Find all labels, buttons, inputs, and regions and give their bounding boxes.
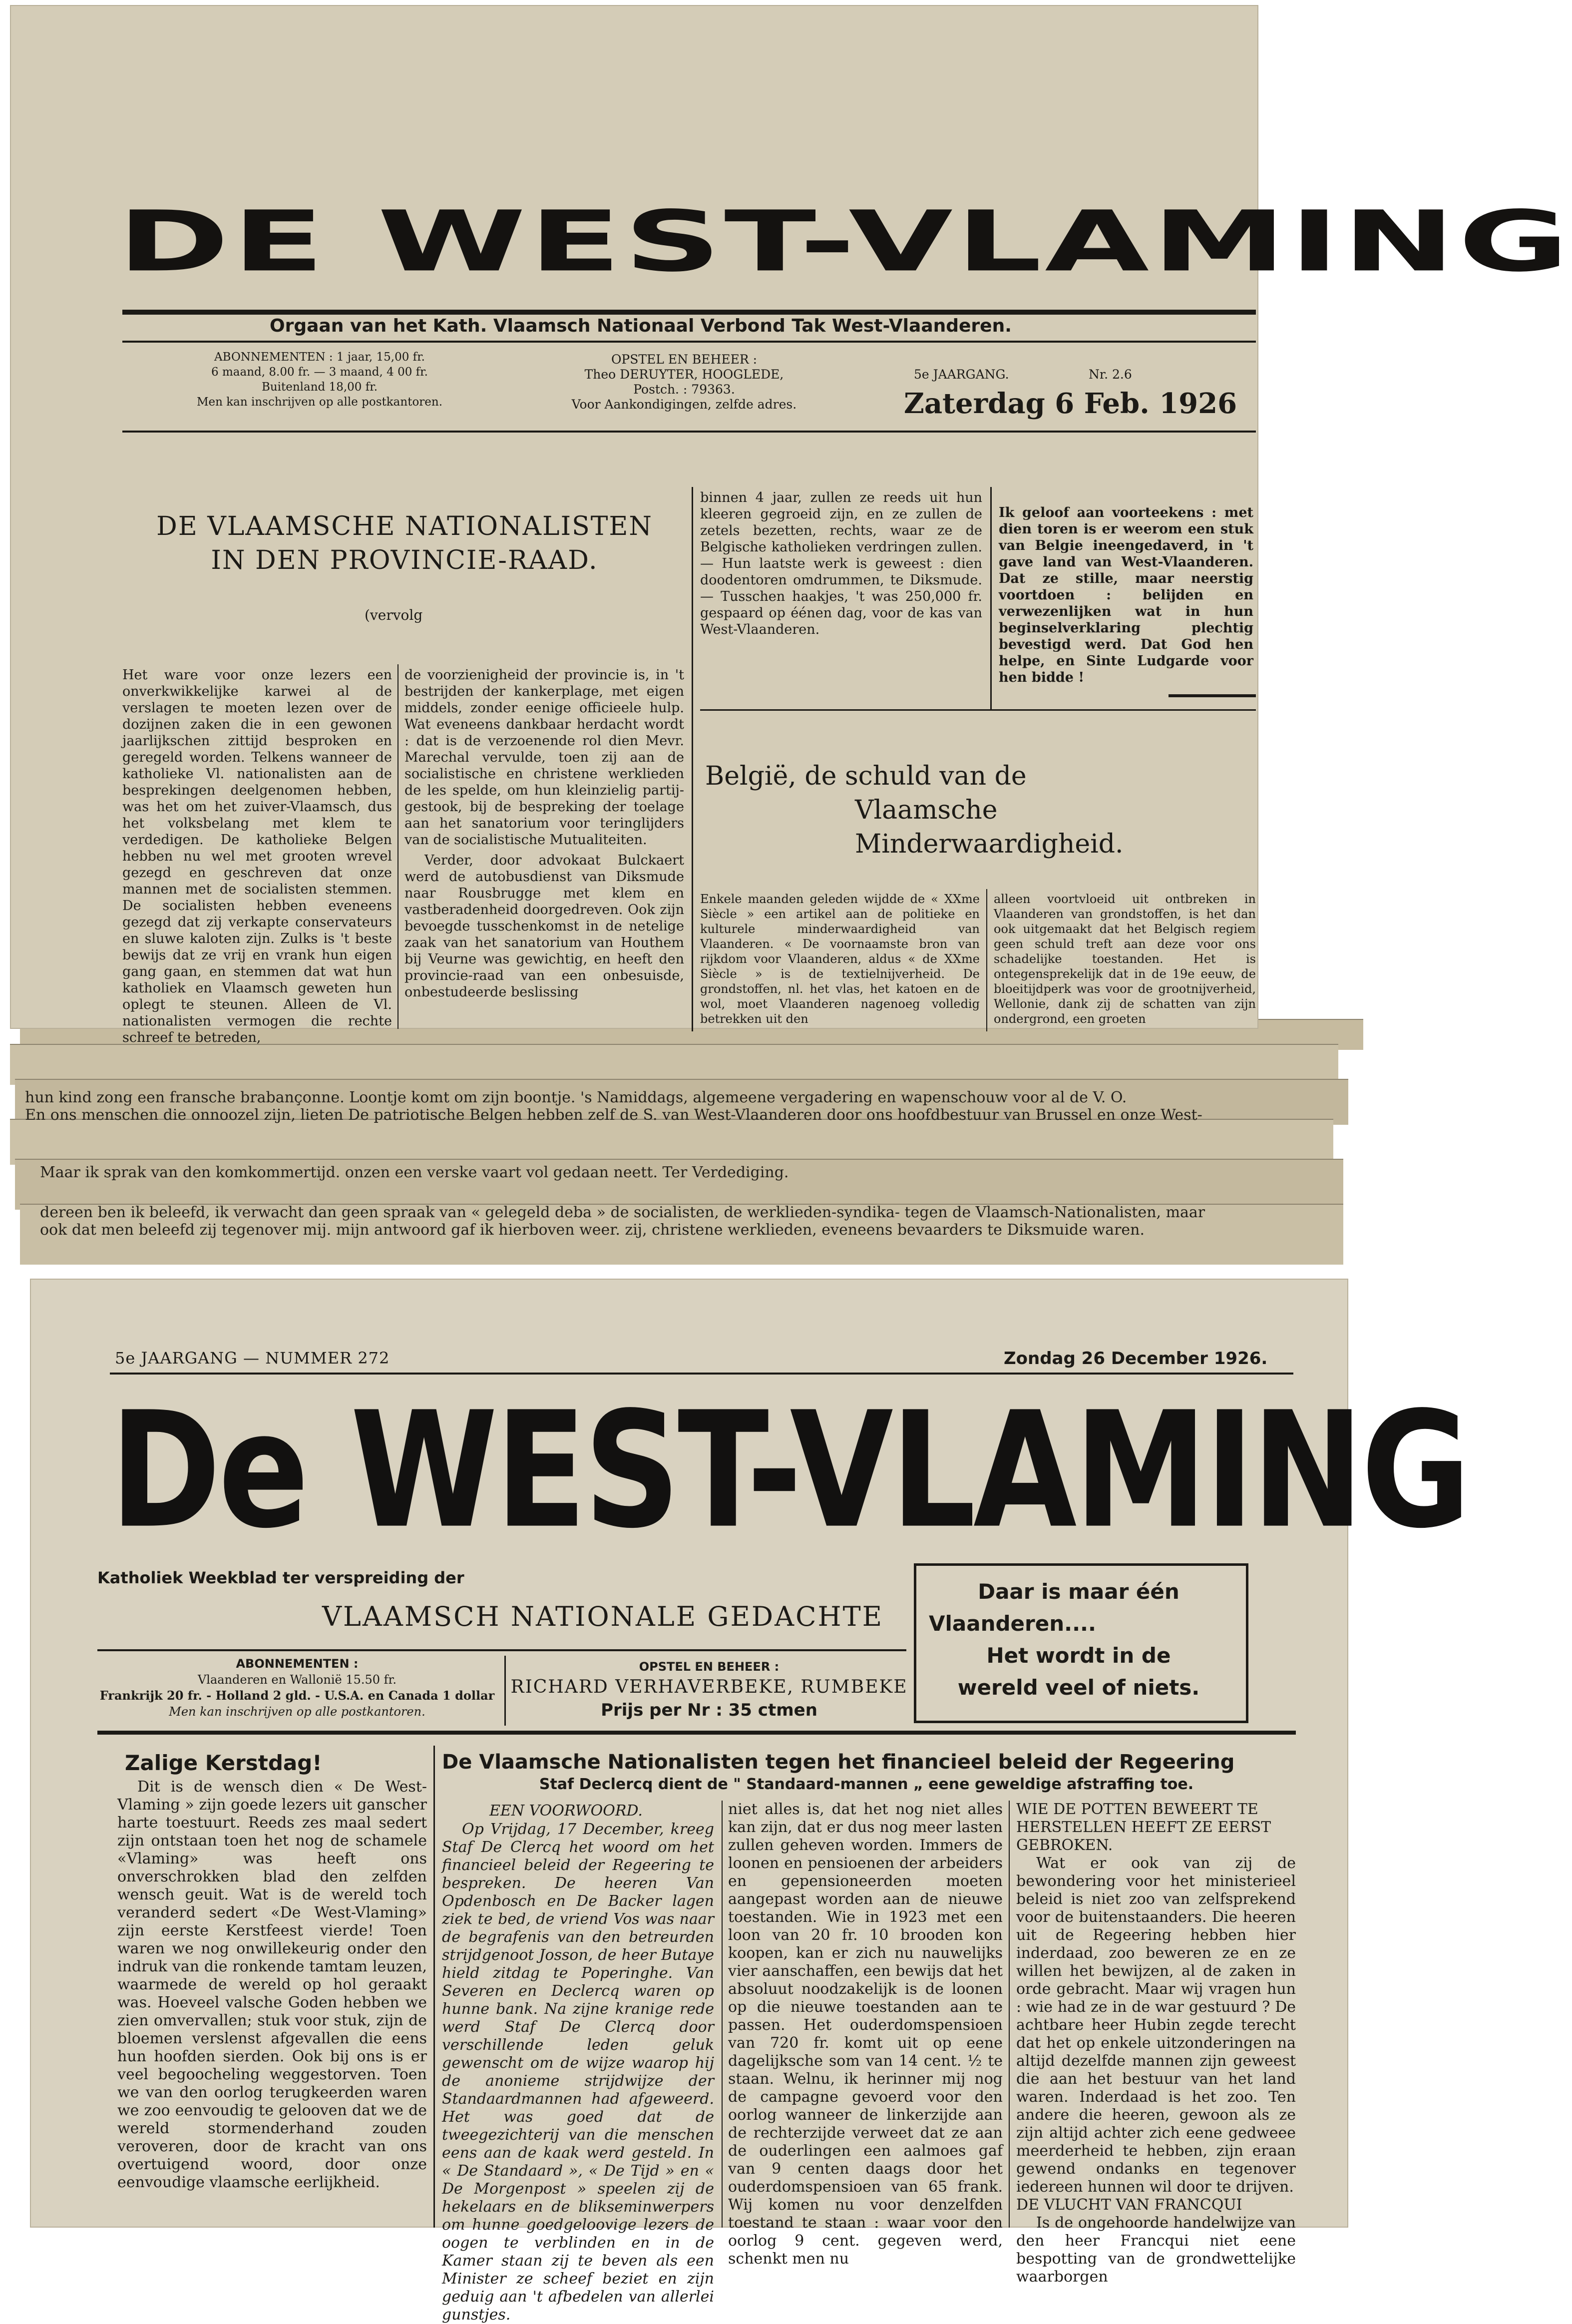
main-col3-head: WIE DE POTTEN BEWEERT TE HERSTELLEN HEEFT ZE EERST GEBROKEN. (1016, 1801, 1271, 1854)
newspaper-front-page-1926-12-26 (30, 1279, 1469, 2324)
main-col2: niet alles is, dat het nog niet alles kan zijn, dat er dus nog meer lasten zullen geheven worden. Immers de loonen en pensioenen der arbeiders en gepensioneerden moeten aangepast worden aan de nieuwe toestanden. Wie in 1923 met een loon van 20 fr. 10 brooden kon koopen, kan er zich nu nauwelijks vier aanschaffen, een bewijs dat het absoluut noodzakelijk is de loonen op die nieuwe toestanden aan te passen. Het ouderdomspensioen van 720 fr. komt uit op eene dagelijksche som van 14 cent. ½ te staan. Welnu, ik herinner mij nog de campagne gevoerd voor den oorlog wanneer de linkerzijde aan de rechterzijde verweet dat ze aan de ouderlingen een aalmoes gaf van 9 centen daags door het ouderdomspensioen van 65 frank. Wij komen nu voor denzelfden toestand te staan : waar voor den oorlog 9 cent. gegeven werd, schenkt men nu (728, 1801, 1003, 2268)
masthead-de-west-vlaming-2: De WEST-VLAMING (110, 1378, 1469, 1564)
article1-title: DE VLAAMSCHE NATIONALISTEN IN DEN PROVINCIE-RAAD. (156, 511, 653, 575)
main-col3-head2: DE VLUCHT VAN FRANCQUI (1016, 2196, 1242, 2214)
main-article-title: De Vlaamsche Nationalisten tegen het financieel beleid der Regeering (442, 1751, 1235, 1774)
paper1-subscriptions: ABONNEMENTEN : 1 jaar, 15,00 fr. 6 maand, 8.00 fr. — 3 maand, 4 00 fr. Buitenland 18,00 fr. Men kan inschrijven op alle postkantoren. (196, 351, 443, 409)
main-col3-body2: Is de ongehoorde handelwijze van den heer Francqui niet eene bespotting van de grondwettelijke waarborgen (1016, 2214, 1296, 2286)
main-col1: Op Vrijdag, 17 December, kreeg Staf De Clercq het woord om het financieel beleid der Regeering te bespreken. De heeren Van Opdenbosch en De Backer lagen ziek te bed, de vriend Vos was naar de begrafenis van den betreurden strijdgenoot Josson, de heer Butaye hield zitdag te Poperinghe. Van Severen en Declercq waren op hunne bank. Na zijne kranige rede werd Staf De Clercq door verschillende leden geluk gewenscht om de wijze waarop hij de anonieme strijdwijze der Standaardmannen had afgeweerd. Het was goed dat de tweegezichterij van die menschen eens aan de kaak werd gesteld. In « De Standaard », « De Tijd » en « De Morgenpost » speelen zij de hekelaars en de blikseminwerpers om hunne goedgeloovige lezers de oogen te verblinden en in de Kamer staan zij te beven als een Minister ze scheef beziet en zijn geduig aan 't afbedelen van allerlei gunstjes. (442, 1821, 714, 2324)
paper1-date: Zaterdag 6 Feb. 1926 (904, 387, 1237, 420)
paper2-volume: 5e JAARGANG — NUMMER 272 (115, 1349, 390, 1368)
article2-right: Ik geloof aan voorteekens : met dien toren is er weerom een stuk van Belgie ineengedaverd, in 't gave land van West-Vlaanderen. Dat ze stille, maar neerstig voortdoen : belijden en verwezenlijken wat in hun beginselverklaring plechtig bevestigd werd. Dat God hen helpe, en Sinte Ludgarde voor hen bidde ! (999, 505, 1253, 685)
paper2-editorial: OPSTEL EN BEHEER : RICHARD VERHAVERBEKE, RUMBEKE Prijs per Nr : 35 ctmen (510, 1660, 908, 1720)
paper2-subscriptions: ABONNEMENTEN : Vlaanderen en Wallonië 15.50 fr. Frankrijk 20 fr. - Holland 2 gld. - U.S.A. en Canada 1 dollar Men kan inschrijven op alle postkantoren. (99, 1657, 495, 1719)
left-article-title: Zalige Kerstdag! (125, 1751, 322, 1775)
stack-text-line-0: hun kind zong een fransche brabançonne. Loontje komt om zijn boontje. 's Namiddags, algemeene vergadering en wapenschouw voor al de V. O. (25, 1089, 1127, 1106)
stack-text-line-1: En ons menschen die onnoozel zijn, lieten De patriotische Belgen hebben zelf de S. van West-Vlaanderen door ons hoofdbestuur van Brussel en onze West- (25, 1106, 1202, 1124)
main-col1-head: EEN VOORWOORD. (489, 1802, 643, 1820)
paper2-date: Zondag 26 December 1926. (1004, 1349, 1268, 1369)
stack-text-line-2: Maar ik sprak van den komkommertijd. onzen een verske vaart vol gedaan neett. Ter Verdediging. (40, 1164, 789, 1181)
paper1-volume: 5e JAARGANG. (914, 367, 1009, 382)
paper1-number: Nr. 2.6 (1089, 367, 1132, 382)
article2-title: België, de schuld van de Vlaamsche Minderwaardigheid. (705, 761, 1124, 859)
paper2-subtitle2: VLAAMSCH NATIONALE GEDACHTE (322, 1601, 884, 1632)
paper1-subtitle: Orgaan van het Kath. Vlaamsch Nationaal Verbond Tak West-Vlaanderen. (270, 316, 1012, 336)
article2-intro: binnen 4 jaar, zullen ze reeds uit hun kleeren gegroeid zijn, en ze zullen de zetels bezetten, rechts, waar ze de Belgische katholieken verdringen zullen. — Hun laatste werk is geweest : dien doodentoren omdrummen, te Diksmude. — Tusschen haakjes, 't was 250,000 fr. gespaard op éénen dag, voor de kas van West-Vlaanderen. (700, 490, 982, 637)
paper1-editorial: OPSTEL EN BEHEER : Theo DERUYTER, HOOGLEDE, Postch. : 79363. Voor Aankondigingen, zelfde adres. (571, 352, 797, 412)
article1-col2: de voorzienigheid der provincie is, in 't bestrijden der kankerplage, met eigen middels, zonder eenige officieele hulp. Wat eveneens dankbaar herdacht wordt : dat is de verzoenende rol dien Mevr. Marechal vervulde, toen zij aan de socialistische en christene werklieden de les spelde, om hun kleinzielig partij-gestook, bij de bespreking der toelage aan het sanatorium voor teringlijders van de socialistische Mutualiteiten. Verder, door advokaat Bulckaert werd de autobusdienst van Diksmude naar Rousbrugge met klem en vastberadenheid doorgedreven. Ook zijn bevoegde tusschenkomst in de netelige zaak van het sanatorium van Houthem bij Veurne was gewichtig, en heeft den provincie-raad van een onbesuisde, onbestudeerde beslissing (404, 667, 684, 1000)
article2-col2: alleen voortvloeid uit ontbreken in Vlaanderen van grondstoffen, is het dan ook uitgemaakt dat het Belgisch regiem geen schuld treft aan deze voor ons schadelijke toestanden. Het is ontegensprekelijk dat in de 19e eeuw, de bloeitijdperk was voor de grootnijverheid, Wellonie, dank zij de schatten van zijn ondergrond, een groeten (994, 892, 1256, 1026)
main-col3-body: Wat er ook van zij de bewondering voor het ministerieel beleid is niet zoo van zelfsprekend voor de buitenstaanders. Die heeren uit de Regeering hebben hier inderdaad, zoo beweren ze en ze willen het bewijzen, al de zaken in orde gebracht. Maar wij vragen hun : wie had ze in de war gestuurd ? De achtbare heer Hubin zegde terecht dat het op enkele uitzonderingen na altijd dezelfde mannen zijn geweest die aan het bestuur van het land waren. Inderdaad is het zoo. Ten andere die heeren, gewoon als ze zijn altijd achter zich eene gedweee meerderheid te hebben, zijn eraan gewend ondanks en tegenover iedereen hunnen wil door te drijven. (1016, 1855, 1296, 2196)
masthead-de-west-vlaming: DE WEST-VLAMING (117, 192, 1572, 291)
left-article-body: Dit is de wensch dien « De West-Vlaming » zijn goede lezers uit ganscher harte toestuurt. Reeds zes maal sedert zijn ontstaan toen het nog de schamele «Vlaming» was heeft ons onverschrokken blad den zelfden wensch geuit. Wat is de wereld toch veranderd sedert «De West-Vlaming» zijn eerste Kerstfeest vierde! Toen waren we nog onwillekeurig onder den indruk van die ronkende tamtam leuzen, waarmede de wereld op hol geraakt was. Hoeveel valsche Goden hebben we zien omvervallen; stuk voor stuk, zijn de bloemen verslenst afgevallen die eens hun hoofden sierden. Ook bij ons is er veel begoocheling weggestorven. Toen we van den oorlog terugkeerden waren we zoo eenvoudig te gelooven dat we de wereld stormenderhand zouden veroveren, door de kracht van ons overtuigend woord, door onze eenvoudige vlaamsche eerlijkheid. (117, 1778, 427, 2191)
paper-stack-edge-4 (10, 1119, 1333, 1165)
newspaper-front-page-1926-02-06 (10, 5, 1572, 1045)
stack-text-line-3: dereen ben ik beleefd, ik verwacht dan geen spraak van « gelegeld deba » de socialisten, de werklieden-syndika- tegen de Vlaamsch-Nationalisten, maar (40, 1204, 1205, 1221)
article1-col1: Het ware voor onze lezers een onverkwikkelijke karwei al de verslagen te moeten lezen over de dozijnen zaken die in een gewonen jaarlijkschen zittijd besproken en geregeld worden. Telkens wanneer de katholieke Vl. nationalisten aan de besprekingen deelgenomen hebben, was het om het zuiver-Vlaamsch, dus het volksbelang met klem te verdedigen. De katholieke Belgen hebben nu wel met grooten wrevel gezegd en geschreven dat onze mannen met de socialisten stemmen. De socialisten hebben eveneens gezegd dat zij verkapte conservateurs en sluwe kaloten zijn. Zulks is 't beste bewijs dat ze vrij en vrank hun eigen gang gaan, en stemmen dat wat hun katholiek en Vlaamsch geweten hun oplegt te steunen. Alleen de Vl. nationalisten vermogen die rechte schreef te betreden, (122, 667, 392, 1045)
motto-text: Daar is maar één Vlaanderen.... Het wordt in de wereld veel of niets. (929, 1579, 1200, 1700)
masthead-rule (122, 310, 1256, 315)
paper2-subtitle1: Katholiek Weekblad ter verspreiding der (97, 1568, 464, 1587)
article1-note: (vervolg (365, 607, 423, 623)
main-col3 (1016, 1801, 1296, 2286)
main-article-subtitle: Staf Declercq dient de " Standaard-mannen „ eene geweldige afstraffing toe. (539, 1776, 1194, 1793)
stack-text-line-4: ook dat men beleefd zij tegenover mij. mijn antwoord gaf ik hierboven weer. zij, christene werklieden, eveneens bevaarders te Diksmuide waren. (40, 1221, 1145, 1239)
article2-col1: Enkele maanden geleden wijdde de « XXme Siècle » een artikel aan de politieke en kulturele minderwaardigheid van Vlaanderen. « De voornaamste bron van rijkdom voor Vlaanderen, aldus « de XXme Siècle » is de textielnijverheid. De grondstoffen, nl. het vlas, het katoen en de wol, moet Vlaanderen nagenoeg volledig betrekken uit den (700, 892, 980, 1026)
